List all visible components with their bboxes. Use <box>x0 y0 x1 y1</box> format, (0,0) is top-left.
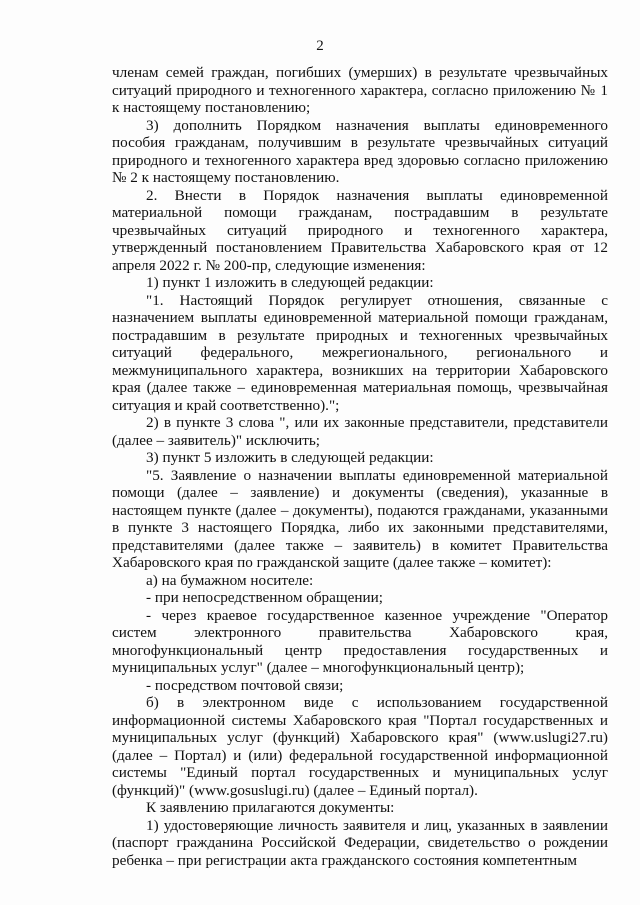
paragraph: К заявлению прилагаются документы: <box>146 799 395 816</box>
paragraph: членам семей граждан, погибших (умерших) в результате чрезвычайных ситуаций природного и техногенного характера, согласно приложению № 1 к настоящему постановлению; <box>112 64 608 116</box>
paragraph: 3) дополнить Порядком назначения выплаты единовременного пособия гражданам, получившим в результате чрезвычайных ситуаций природного и техногенного характера вред здоровью согласно приложению № 2 к настоящему постановлению. <box>112 116 608 186</box>
paragraph: - через краевое государственное казенное учреждение "Оператор систем электронного правительства Хабаровского края, многофункциональный центр предоставления государственных и муниципальных услуг" (далее – многофункциональный центр); <box>112 606 608 676</box>
paragraph: а) на бумажном носителе: <box>146 571 314 589</box>
paragraph: - при непосредственном обращении; <box>146 589 383 606</box>
paragraph: б) в электронном виде с использованием государственной информационной системы Хабаровского края "Портал государственных и муниципальных услуг (функций) Хабаровского края" (www.uslugi27.ru) (далее – Портал) и (или) федеральной государственной информационной системы "Единый портал государственных и муниципальных услуг (функций)" (www.gosuslugi.ru) (далее – Единый портал). <box>112 694 608 799</box>
paragraph: 1) пункт 1 изложить в следующей редакции: <box>146 274 434 291</box>
paragraph: "5. Заявление о назначении выплаты единовременной материальной помощи (далее – заявление) и документы (сведения), указанные в настоящем пункте (далее – документы), подаются гражданами, указанными в пункте 3 настоящего Порядка, либо их законными представителями, представителями (далее также – заявитель) в комитет Правительства Хабаровского края по гражданской защите (далее также – комитет): <box>112 466 608 571</box>
page-number: 2 <box>316 38 324 54</box>
paragraph: 1) удостоверяющие личность заявителя и лиц, указанных в заявлении (паспорт гражданина Российской Федерации, свидетельство о рождении ребенка – при регистрации акта гражданского состояния компетентным <box>112 816 608 869</box>
paragraph: "1. Настоящий Порядок регулирует отношения, связанные с назначением выплаты единовременной материальной помощи гражданам, пострадавшим в результате природных и техногенных чрезвычайных ситуаций федерального, межрегионального, регионального и межмуниципального характера, возникших на территории Хабаровского края (далее также – единовременная материальная помощь, чрезвычайная ситуация и край соответственно)."; <box>112 291 608 414</box>
paragraph: 3) пункт 5 изложить в следующей редакции: <box>146 449 434 466</box>
paragraph: 2) в пункте 3 слова ", или их законные представители, представители (далее – заявитель)" исключить; <box>112 414 608 449</box>
paragraph: - посредством почтовой связи; <box>146 676 344 694</box>
document-body <box>112 64 608 869</box>
paragraph: 2. Внести в Порядок назначения выплаты единовременной материальной помощи гражданам, пострадавшим в результате чрезвычайных ситуаций природного и техногенного характера, утвержденный постановлением Правительства Хабаровского края от 12 апреля 2022 г. № 200-пр, следующие изменения: <box>112 186 608 274</box>
